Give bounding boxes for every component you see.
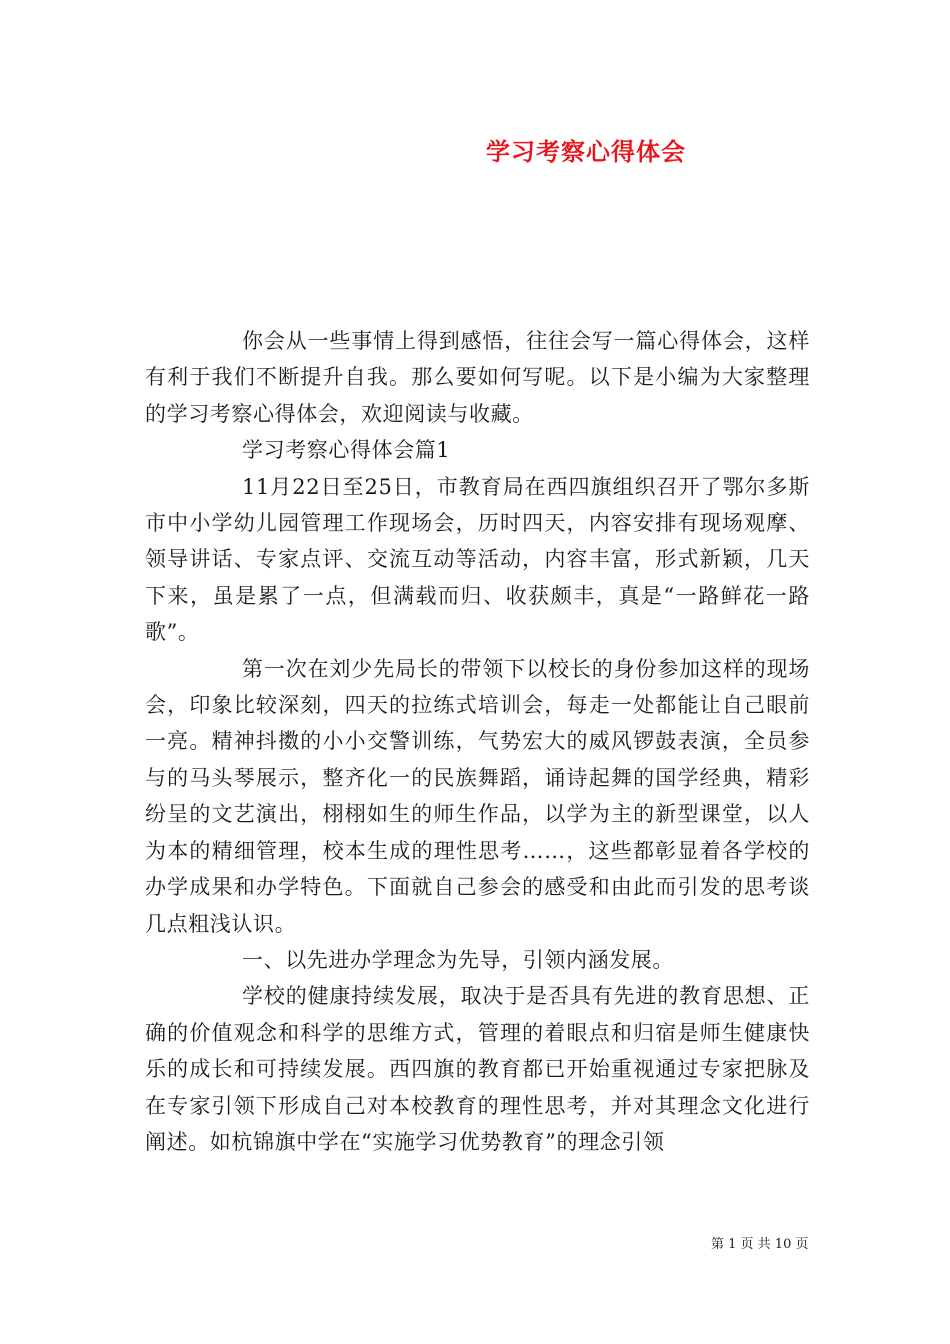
body-paragraph: 11月22日至25日，市教育局在西四旗组织召开了鄂尔多斯市中小学幼儿园管理工作现场会，历时四天，内容安排有现场观摩、领导讲话、专家点评、交流互动等活动，内容丰富，形式新颖，几天下来，虽是累了一点，但满载而归、收获颇丰，真是“一路鲜花一路歌”。 bbox=[145, 474, 810, 645]
document-body bbox=[145, 323, 810, 1160]
intro-paragraph: 你会从一些事情上得到感悟，往往会写一篇心得体会，这样有利于我们不断提升自我。那么要如何写呢。以下是小编为大家整理的学习考察心得体会，欢迎阅读与收藏。 bbox=[145, 329, 810, 426]
page-number-footer: 第 1 页 共 10 页 bbox=[711, 1237, 809, 1252]
subsection-heading: 一、以先进办学理念为先导，引领内涵发展。 bbox=[242, 947, 674, 972]
body-paragraph: 第一次在刘少先局长的带领下以校长的身份参加这样的现场会，印象比较深刻，四天的拉练式培训会，每走一处都能让自己眼前一亮。精神抖擞的小小交警训练，气势宏大的威风锣鼓表演，全员参与的马头琴展示，整齐化一的民族舞蹈，诵诗起舞的国学经典，精彩纷呈的文艺演出，栩栩如生的师生作品，以学为主的新型课堂，以人为本的精细管理，校本生成的理性思考……，这些都彰显着各学校的办学成果和办学特色。下面就自己参会的感受和由此而引发的思考谈几点粗浅认识。 bbox=[145, 656, 810, 936]
body-paragraph: 学校的健康持续发展，取决于是否具有先进的教育思想、正确的价值观念和科学的思维方式，管理的着眼点和归宿是师生健康快乐的成长和可持续发展。西四旗的教育都已开始重视通过专家把脉及在专家引领下形成自己对本校教育的理性思考，并对其理念文化进行阐述。如杭锦旗中学在“实施学习优势教育”的理念引领 bbox=[145, 984, 810, 1154]
document-title: 学习考察心得体会 bbox=[486, 137, 686, 166]
section-heading-part-1: 学习考察心得体会篇1 bbox=[242, 438, 451, 463]
